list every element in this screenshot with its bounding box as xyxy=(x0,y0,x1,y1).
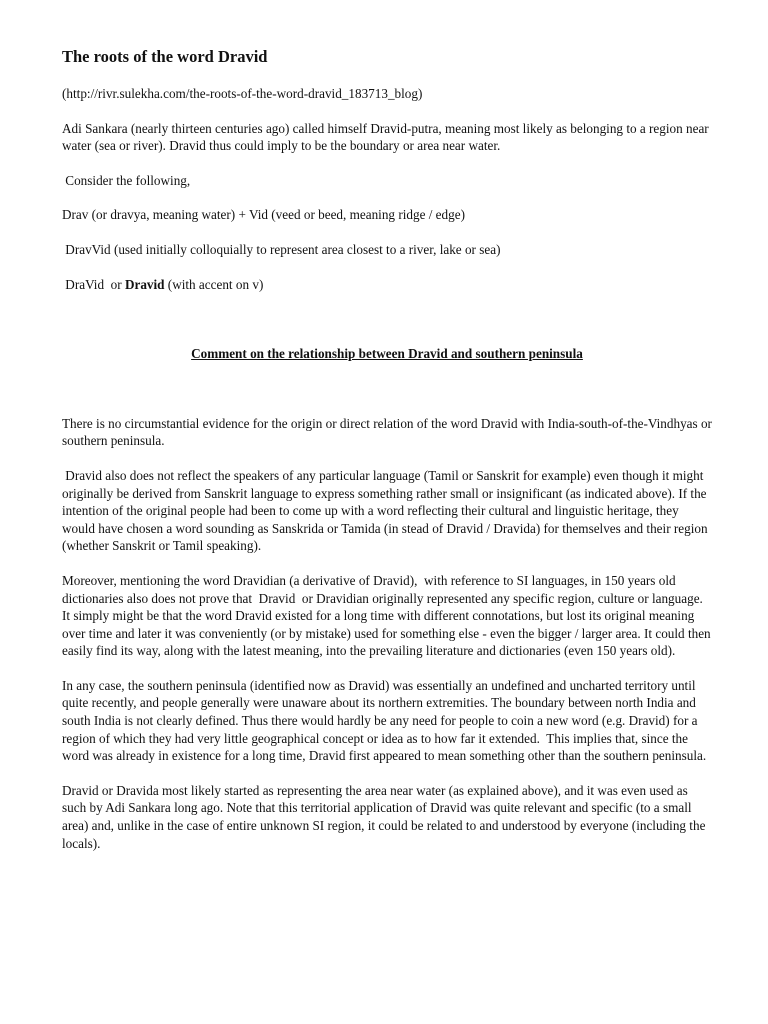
etymology-line-2: DravVid (used initially colloquially to represent area closest to a river, lake or sea) xyxy=(62,241,501,257)
paragraph-1: There is no circumstantial evidence for the origin or direct relation of the word Dravid with India-south-of-the-Vindhyas or southern peninsula. xyxy=(62,415,712,449)
etymology-line-3-suffix: (with accent on v) xyxy=(164,276,264,292)
etymology-line-1: Drav (or dravya, meaning water) + Vid (veed or beed, meaning ridge / edge) xyxy=(62,207,465,223)
etymology-line-3-prefix: DraVid or xyxy=(62,276,125,292)
paragraph-2: Dravid also does not reflect the speakers of any particular language (Tamil or Sanskrit for example) even though it might originally be derived from Sanskrit language to express something rather small or insignificant (as indicated above). If the intention of the original people had been to come up with a word reflecting their cultural and linguistic heritage, they would have chosen a word sounding as Sanskrida or Tamida (in stead of Dravid / Dravida) for themselves and their region (whether Sanskrit or Tamil speaking). xyxy=(62,467,711,554)
source-url: (http://rivr.sulekha.com/the-roots-of-the-word-dravid_183713_blog) xyxy=(62,86,423,101)
paragraph-4: In any case, the southern peninsula (identified now as Dravid) was essentially an undefined and uncharted territory until quite recently, and people generally were unaware about its northern extremities. The boundary between north India and south India is not clearly defined. Thus there would hardly be any need for people to coin a new word (e.g. Dravid) for a region of which they had very little geographical concept or idea as to how far it extended. This implies that, since the word was already in existence for a long time, Dravid first appeared to mean something other than the southern peninsula. xyxy=(62,677,707,764)
page-title: The roots of the word Dravid xyxy=(62,47,268,66)
intro-paragraph: Adi Sankara (nearly thirteen centuries ago) called himself Dravid-putra, meaning most likely as belonging to a region near water (sea or river). Dravid thus could imply to be the boundary or area near water. xyxy=(62,120,709,154)
etymology-line-3 xyxy=(62,276,712,294)
document-page xyxy=(62,46,712,852)
paragraph-5: Dravid or Dravida most likely started as representing the area near water (as explained above), and it was even used as such by Adi Sankara long ago. Note that this territorial application of Dravid was quite relevant and specific (to a small area) and, unlike in the case of entire unknown SI region, it could be related to and understood by everyone (including the locals). xyxy=(62,782,709,851)
dravid-bold: Dravid xyxy=(124,276,165,292)
section-heading: Comment on the relationship between Dravid and southern peninsula xyxy=(191,346,583,362)
paragraph-3: Moreover, mentioning the word Dravidian (a derivative of Dravid), with reference to SI languages, in 150 years old dictionaries also does not prove that Dravid or Dravidian originally represented any specific region, culture or language. It simply might be that the word Dravid existed for a long time with different connotations, but lost its original meaning over time and later it was conveniently (or by mistake) used for something else - even the bigger / larger area. It could then easily find its way, along with the latest meaning, into the prevailing literature and dictionaries (even 150 years old). xyxy=(62,572,714,659)
consider-line: Consider the following, xyxy=(62,172,191,188)
